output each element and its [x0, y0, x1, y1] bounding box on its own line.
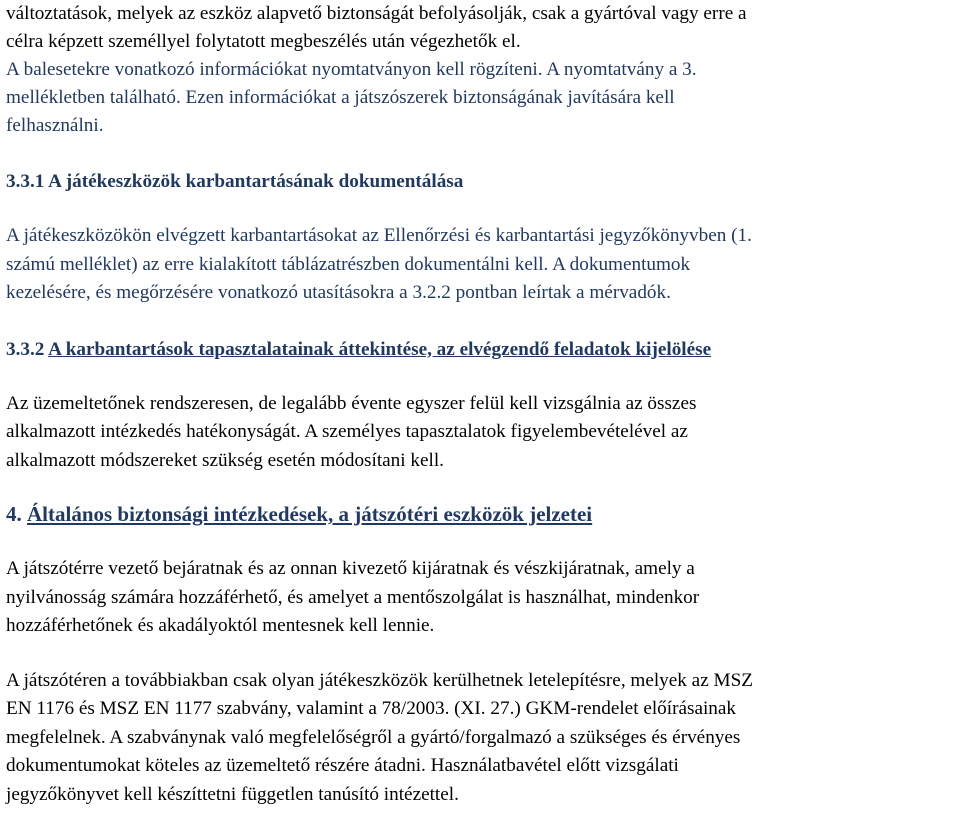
section-331-line-2: számú melléklet) az erre kialakított táblázatrészben dokumentálni kell. A dokumentumok [6, 253, 691, 275]
section-4-p2-line-4: dokumentumokat köteles az üzemeltető részére átadni. Használatbavétel előtt vizsgálati [6, 755, 679, 776]
section-332-title: A karbantartások tapasztalatainak áttekintése, az elvégzendő feladatok kijelölése [48, 338, 712, 360]
section-331-heading: 3.3.1 A játékeszközök karbantartásának dokumentálása [6, 171, 464, 192]
section-4-number: 4. [6, 502, 27, 526]
intro-line-4: mellékletben található. Ezen információkat a játszószerek biztonságának javítására kell [6, 87, 675, 108]
section-332-line-3: alkalmazott módszereket szükség esetén módosítani kell. [6, 449, 444, 471]
section-4-p2-line-3: megfelelnek. A szabványnak való megfelelőségről a gyártó/forgalmazó a szükséges és érvényes [6, 726, 741, 748]
section-4-p1-line-3: hozzáférhetőnek és akadályoktól mentesnek kell lennie. [6, 615, 435, 636]
section-332-heading [6, 336, 938, 364]
section-4-paragraph-1 [6, 555, 938, 641]
section-332-paragraph [6, 390, 938, 476]
section-4-p2-line-2: EN 1176 és MSZ EN 1177 szabvány, valamint a 78/2003. (XI. 27.) GKM-rendelet előírásainak [6, 698, 737, 719]
section-4-paragraph-2 [6, 667, 938, 810]
section-4-title: Általános biztonsági intézkedések, a játszótéri eszközök jelzetei [27, 502, 593, 526]
intro-line-2: célra képzett személlyel folytatott megbeszélés után végezhetők el. [6, 31, 521, 52]
section-332-line-2: alkalmazott intézkedés hatékonyságát. A személyes tapasztalatok figyelembevételével az [6, 421, 688, 442]
section-4-p2-line-5: jegyzőkönyvet kell készíttetni független tanúsító intézettel. [6, 783, 459, 805]
section-4-p1-line-2: nyilvánosság számára hozzáférhető, és amelyet a mentőszolgálat is használhat, mindenkor [6, 586, 700, 608]
section-331-line-3: kezelésére, és megőrzésére vonatkozó utasításokra a 3.2.2 pontban leírtak a mérvadók. [6, 282, 671, 303]
section-4-p1-line-1: A játszótérre vezető bejáratnak és az onnan kivezető kijáratnak és vészkijáratnak, amely a [6, 558, 695, 579]
intro-paragraph [6, 0, 938, 140]
intro-line-1: változtatások, melyek az eszköz alapvető biztonságát befolyásolják, csak a gyártóval vagy erre a [6, 3, 747, 24]
section-331-line-1: A játékeszközökön elvégzett karbantartásokat az Ellenőrzési és karbantartási jegyzőkönyvben (1. [6, 225, 752, 246]
section-4-p2-line-1: A játszótéren a továbbiakban csak olyan játékeszközök kerülhetnek letelepítésre, melyek az MSZ [6, 669, 753, 691]
section-332-number: 3.3.2 [6, 338, 49, 360]
section-332-line-1: Az üzemeltetőnek rendszeresen, de legalább évente egyszer felül kell vizsgálnia az összes [6, 392, 697, 414]
intro-line-3: A balesetekre vonatkozó információkat nyomtatványon kell rögzíteni. A nyomtatvány a 3. [6, 59, 697, 80]
intro-line-5: felhasználni. [6, 115, 104, 136]
section-4-heading [6, 499, 938, 529]
section-331-paragraph [6, 222, 938, 308]
